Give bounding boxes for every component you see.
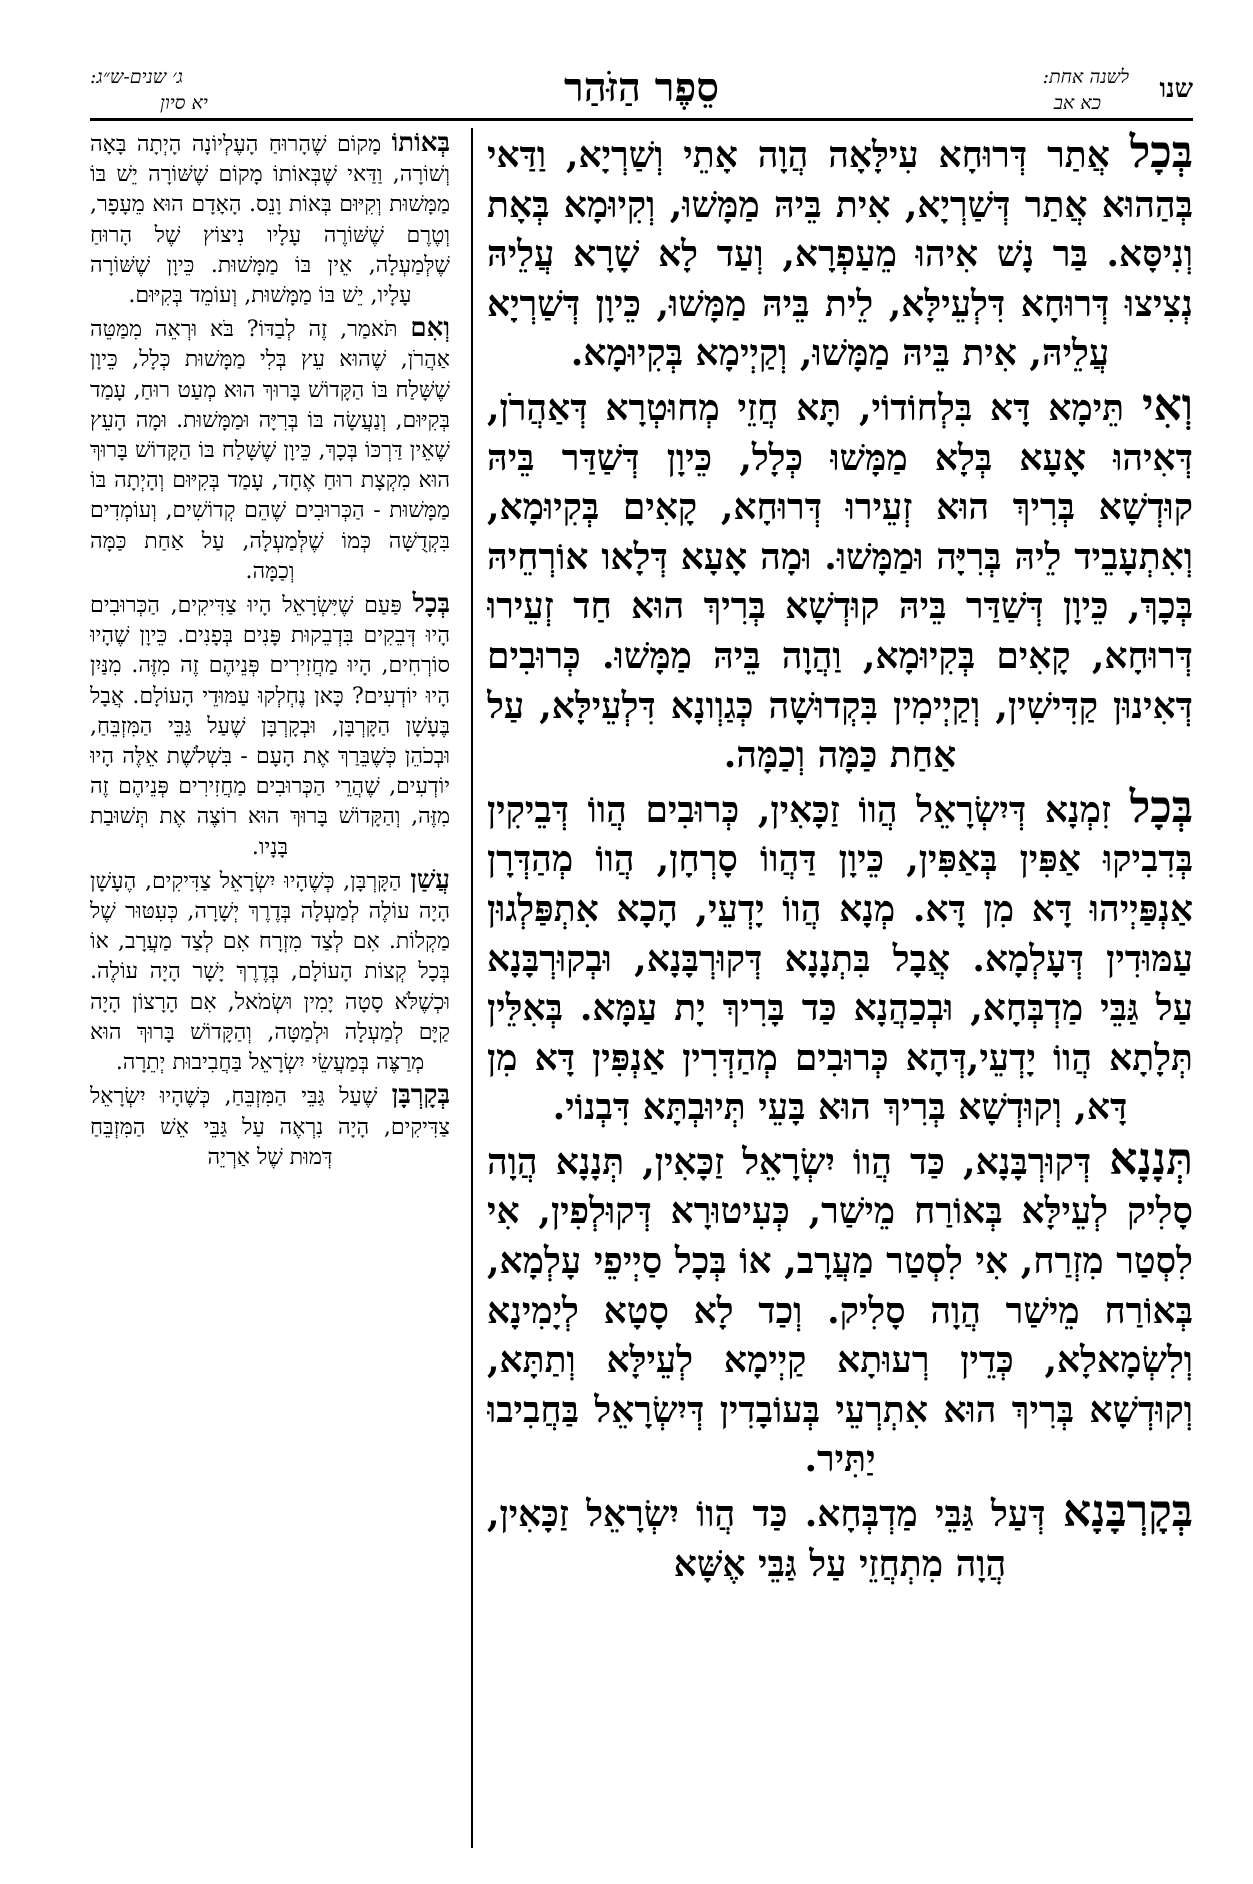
header-rule — [90, 118, 1193, 121]
paragraph-text: תֹּאמַר, זֶה לְבַדּוֹ? בֹּא וּרְאֵה מִמַּטֵּה אַהֲרֹן, שֶׁהוּא עֵץ בְּלִי מַמָּשׁוּת כְּלָל, כֵּיוָן שֶׁשָּׁלַח בּוֹ הַקָּדוֹשׁ בָּרוּךְ הוּא מְעַט רוּחַ, עָמַד בְּקִיּוּם, וְנַעֲשָׂה בּוֹ בְּרִיָּה וּמַמָּשׁוּת. וּמָה הָעֵץ שֶׁאֵין דַּרְכּוֹ בְּכָךְ, כֵּיוָן שֶׁשָּׁלַח בּוֹ הַקָּדוֹשׁ בָּרוּךְ הוּא מִקְצָת רוּחַ אֶחָד, עָמַד בְּקִיּוּם וְהָיְתָה בּוֹ מַמָּשׁוּת - הַכְּרוּבִים שֶׁהֵם קְדוֹשִׁים, וְעוֹמְדִים בִּקְדֻשָּׁה כְּמוֹ שֶׁלְּמַעְלָה, עַל אַחַת כַּמָּה וְכַמָּה. — [90, 317, 450, 584]
paragraph-lead-word: בְּכָל — [412, 589, 450, 620]
main-paragraph — [487, 128, 1193, 379]
paragraph-text: זִמְנָא דְּיִשְׂרָאֵל הֲווֹ זַכָּאִין, כְּרוּבִים הֲווֹ דְּבֵיקִין בְּדִבִיקוּ אַפִּין בְּאַפִּין, כֵּיוָן דַּהֲווֹ סָרְחָן, הֲווֹ מְהַדְּרָן אַנְפַּיְיהוּ דָּא מִן דָּא. מְנָא הֲווֹ יָדְעֵי, הָכָא אִתְפַּלְגוּן עַמּוּדִין דְּעָלְמָא. אֲבָל בִּתְנָנָא דְּקוּרְבָּנָא, וּבְקוּרְבָּנָא עַל גַּבֵּי מַדְבְּחָא, וּבְכַהֲנָא כַּד בָּרִיךְ יָת עַמָּא. בְּאִלֵּין תְּלָתָא הֲווֹ יָדְעֵי,דְּהָא כְּרוּבִים מְהַדְּרִין אַנְפִּין דָּא מִן דָּא, וְקוּדְשָׁא בְּרִיךְ הוּא בָּעֵי תְּיוּבְתָּא דִּבְנוֹי. — [487, 788, 1193, 1129]
main-paragraph — [487, 381, 1193, 781]
side-paragraph — [90, 1080, 450, 1173]
paragraph-lead-word: וְאִם — [410, 313, 450, 344]
main-paragraph — [487, 1135, 1193, 1485]
column-divider — [471, 128, 473, 1848]
side-paragraph — [90, 589, 450, 863]
paragraph-text: דְּעַל גַּבֵּי מַדְבְּחָא. כַּד הֲווֹ יִשְׂרָאֵל זַכָּאִין, הֲוָה מִתְחֲזֵי עַל גַּבֵּי אֶשָּׁא — [487, 1493, 1063, 1585]
tractate-label: ג׳ שנים-ש״ג: — [90, 66, 183, 88]
side-paragraph — [90, 865, 450, 1078]
year-label: לשנה אחת: — [1042, 66, 1129, 88]
paragraph-text: דְּקוּרְבָּנָא, כַּד הֲווֹ יִשְׂרָאֵל זַכָּאִין, תְּנָנָא הֲוָה סָלִיק לְעֵילָּא בְּאוֹרַח מֵישַׁר, כְּעִיטוּרָא דְּקוּלְפִין, אִי לִסְטַר מִזְרַח, אִי לִסְטַר מַעֲרָב, אוֹ בְּכָל סַיְיפֵי עָלְמָא, בְּאוֹרַח מֵישַׁר הֲוָה סָלִיק. וְכַד לָא סָטָא לְיָמִינָא וְלִשְׂמָאלָא, כְּדֵין רְעוּתָא קַיְימָא לְעֵילָּא וְתַתָּא, וְקוּדְשָׁא בְּרִיךְ הוּא אִתְרְעֵי בְּעוֹבָדִין דְּיִשְׂרָאֵל בַּחֲבִיבוּ יַתִּיר. — [487, 1140, 1193, 1481]
paragraph-text: שֶׁעַל גַּבֵּי הַמִּזְבֵּחַ, כְּשֶׁהָיוּ יִשְׂרָאֵל צַדִּיקִים, הָיָה נִרְאֶה עַל גַּבֵּי אֵשׁ הַמִּזְבֵּחַ דְּמוּת שֶׁל אַרְיֵה — [90, 1084, 450, 1170]
page-number: שנו — [1159, 74, 1193, 104]
paragraph-lead-word: בְּכָל — [1129, 128, 1193, 178]
paragraph-lead-word: בְּכָל — [1129, 781, 1193, 833]
paragraph-lead-word: תְּנָנָא — [1109, 1133, 1193, 1185]
paragraph-text: פַּעַם שֶׁיִּשְׂרָאֵל הָיוּ צַדִּיקִים, הַכְּרוּבִים הָיוּ דְּבֵקִים בִּדְבֵקוּת פָּנִים בְּפָנִים. כֵּיוָן שֶׁהָיוּ סוֹרְחִים, הָיוּ מַחֲזִירִים פְּנֵיהֶם זֶה מִזֶּה. מִנַּיִן הָיוּ יוֹדְעִים? כָּאן נֶחְלְקוּ עַמּוּדֵי הָעוֹלָם. אֲבָל בֶּעָשָׁן הַקָּרְבָּן, וּבְקָרְבָּן שֶׁעַל גַּבֵּי הַמִּזְבֵּחַ, וּבְכֹהֵן כְּשֶׁבֵּרַךְ אֶת הָעָם - בִּשְׁלֹשֶׁת אֵלֶּה הָיוּ יוֹדְעִים, שֶׁהֲרֵי הַכְּרוּבִים מַחֲזִירִים פְּנֵיהֶם זֶה מִזֶּה, וְהַקָּדוֹשׁ בָּרוּךְ הוּא רוֹצֶה אֶת תְּשׁוּבַת בָּנָיו. — [90, 593, 450, 860]
hebrew-translation-column — [90, 128, 450, 1848]
main-paragraph — [487, 783, 1193, 1133]
aramaic-column — [487, 128, 1193, 1848]
page-header — [90, 62, 1193, 117]
side-paragraph — [90, 313, 450, 587]
paragraph-text: תֵּימָא דָּא בִּלְחוֹדוֹי, תָּא חֲזֵי מְחוּטְרָא דְּאַהֲרֹן, דְּאִיהוּ אָעָא בְּלָא מַמָּשׁוּ כְּלָל, כֵּיוָן דְּשַׁדַּר בֵּיהּ קוּדְשָׁא בְּרִיךְ הוּא זְעֵירוּ דְּרוּחָא, קָאִים בְּקִיוּמָא, וְאִתְעָבֵיד לֵיהּ בְּרִיָּה וּמַמָּשׁוּ. וּמָה אָעָא דְּלָאו אוֹרְחֵיהּ בְּכָךְ, כֵּיוָן דְּשַׁדַּר בֵּיהּ קוּדְשָׁא בְּרִיךְ הוּא חַד זְעֵירוּ דְּרוּחָא, קָאִים בְּקִיוּמָא, וַהֲוָה בֵּיהּ מַמָּשׁוּ. כְּרוּבִים דְּאִינוּן קַדִּישִׁין, וְקַיְימִין בִּקְדוּשָׁה כְּגַוְונָא דִּלְעֵילָּא, עַל אַחַת כַּמָּה וְכַמָּה. — [487, 386, 1193, 777]
paragraph-lead-word: בְּאוֹתוֹ — [391, 128, 450, 158]
book-title: סֵפֶר הַזֹּהַר — [564, 64, 719, 111]
paragraph-text: מָקוֹם שֶׁהָרוּחַ הָעֶלְיוֹנָה הָיְתָה בָּאָה וְשׁוֹרָה, וַדַּאי שֶׁבְּאוֹתוֹ מָקוֹם שֶׁשּׁוֹרָה יֵשׁ בּוֹ מַמָּשׁוּת וְקִיּוּם בְּאוֹת וָנֵס. הָאָדָם הוּא מֵעָפָר, וְטֶרֶם שֶׁשּׁוֹרֶה עָלָיו נִיצוֹץ שֶׁל הָרוּחַ שֶׁלְּמַעְלָה, אֵין בּוֹ מַמָּשׁוּת. כֵּיוָן שֶׁשּׁוֹרָה עָלָיו, יֵשׁ בּוֹ מַמָּשׁוּת, וְעוֹמֵד בְּקִיּוּם. — [90, 132, 450, 309]
paragraph-text: הַקָּרְבָּן, כְּשֶׁהָיוּ יִשְׂרָאֵל צַדִּיקִים, הֶעָשָׁן הָיָה עוֹלֶה לְמַעְלָה בְּדֶרֶךְ יְשָׁרָה, כְּעִטּוּר שֶׁל מַקְלוֹת. אִם לְצַד מִזְרָח אִם לְצַד מַעֲרָב, אוֹ בְּכָל קְצוֹת הָעוֹלָם, בְּדֶרֶךְ יָשָׁר הָיָה עוֹלֶה. וּכְשֶׁלֹּא סָטָה יָמִין וּשְׂמֹאל, אִם הָרָצוֹן הָיָה קַיָּם לְמַעְלָה וּלְמַטָּה, וְהַקָּדוֹשׁ בָּרוּךְ הוּא מְרַצֶּה בְּמַעֲשֵׂי יִשְׂרָאֵל בַּחֲבִיבוּת יְתֵרָה. — [90, 868, 450, 1076]
paragraph-lead-word: עֲשַׁן — [410, 864, 450, 895]
side-paragraph — [90, 128, 450, 311]
paragraph-lead-word: בְּקָרְבָּן — [391, 1080, 450, 1111]
main-paragraph — [487, 1487, 1193, 1589]
paragraph-text: אֲתַר דְּרוּחָא עִילָּאָה הֲוָה אָתֵי וְשַׁרְיָא, וַדַּאי בְּהַהוּא אֲתַר דְּשַׁרְיָא, אִית בֵּיהּ מַמָּשׁוּ, וְקִיוּמָא בְּאָת וְנִיסָּא. בַּר נָשׁ אִיהוּ מֵעַפְרָא, וְעַד לָא שָׁרָא עֲלֵיהּ נְצִיצוּ דְּרוּחָא דִּלְעֵילָּא, לֵית בֵּיהּ מַמָּשׁוּ, כֵּיוָן דְּשַׁרְיָא עֲלֵיהּ, אִית בֵּיהּ מַמָּשׁוּ, וְקַיְימָא בְּקִיוּמָא. — [487, 134, 1193, 375]
header-left — [90, 62, 370, 117]
date-left: יא סיון — [160, 92, 208, 114]
date-right: כא אב — [1053, 92, 1101, 114]
paragraph-lead-word: וְאִי — [1141, 379, 1193, 431]
paragraph-lead-word: בְּקָרְבָּנָא — [1062, 1486, 1193, 1538]
